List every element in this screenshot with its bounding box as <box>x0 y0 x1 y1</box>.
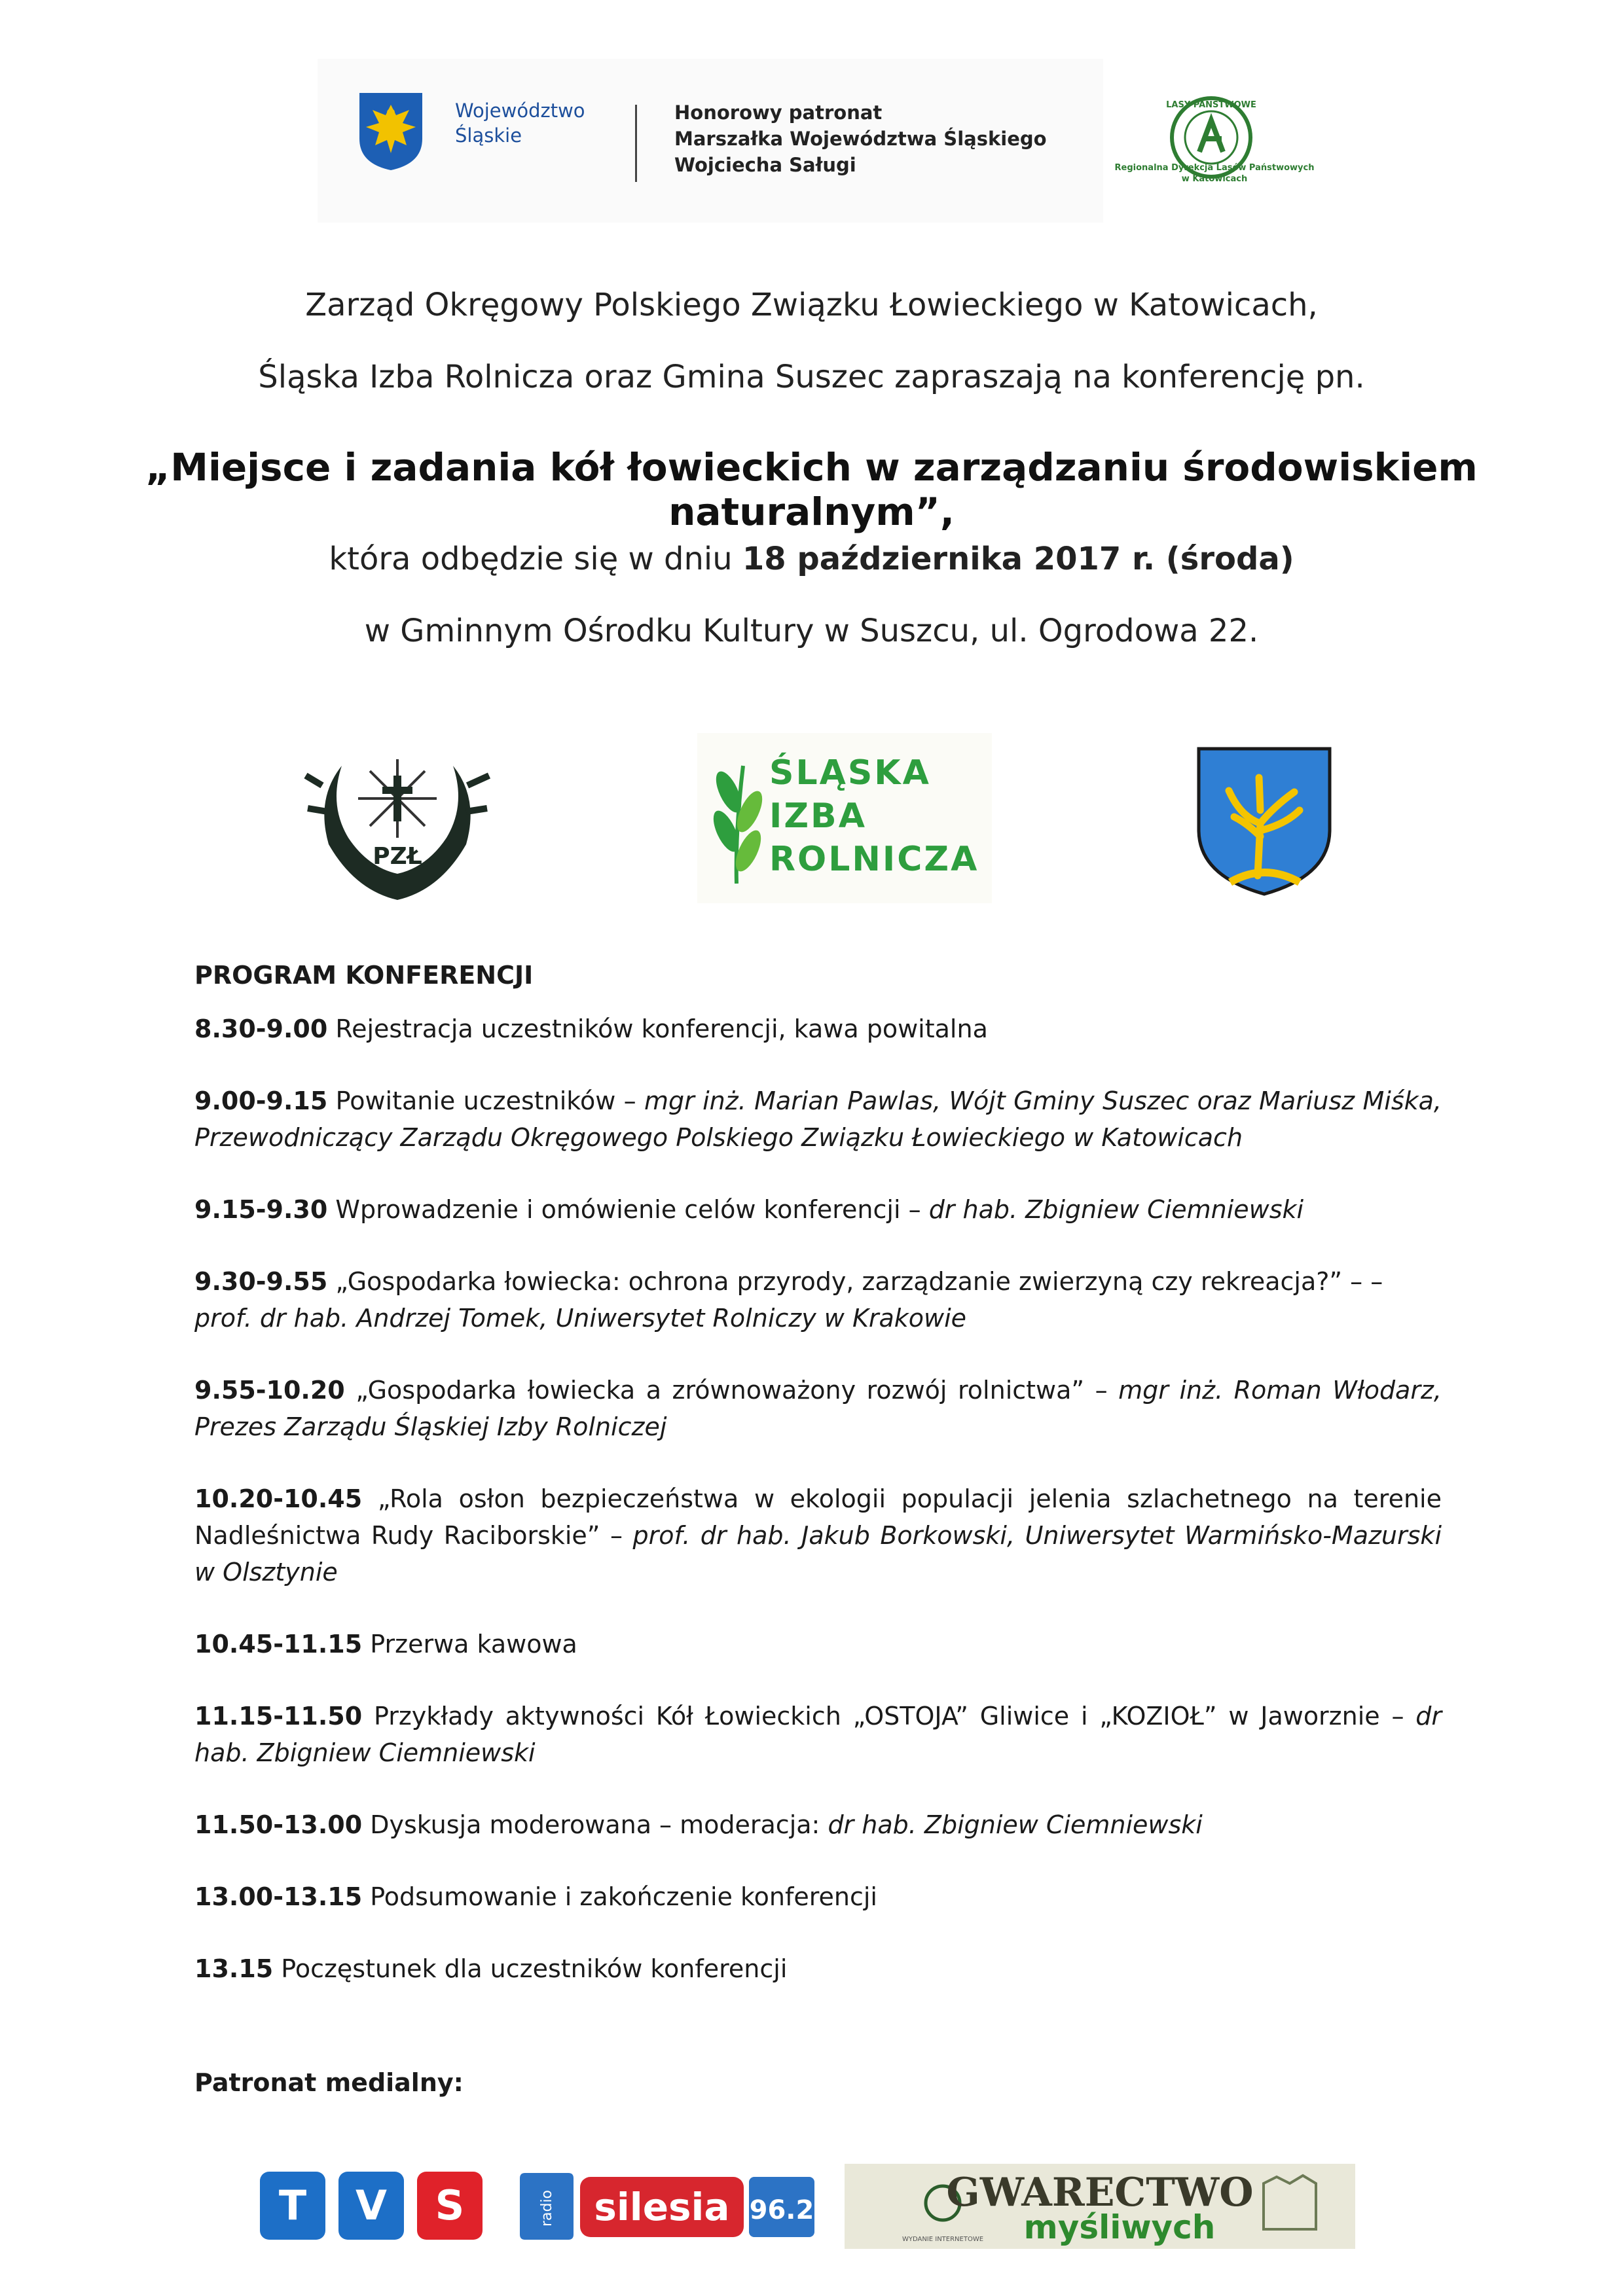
header-banner <box>318 59 1103 223</box>
voivodeship-name <box>455 98 612 148</box>
patronage-line-2: Marszałka Województwa Śląskiego <box>674 128 1047 150</box>
voivodeship-line-1: Województwo <box>455 99 585 122</box>
program-item <box>194 1263 1442 1336</box>
program-time: 10.45-11.15 <box>194 1630 363 1659</box>
sir-line-1: ŚLĄSKA <box>769 753 931 793</box>
program-speaker: prof. dr hab. Jakub Borkowski, Uniwersytet Warmińsko-Mazurski w Olsztynie <box>194 1521 1442 1587</box>
program-item <box>194 1878 1442 1915</box>
gwarectwo-mysliwych-logo <box>845 2164 1355 2249</box>
gw-tagline: WYDANIE INTERNETOWE <box>902 2236 984 2243</box>
program-speaker: mgr inż. Roman Włodarz, Prezes Zarządu Śląskiej Izby Rolniczej <box>194 1376 1442 1441</box>
wheat-icon <box>704 753 769 884</box>
tvs-logo <box>260 2172 483 2240</box>
program-item <box>194 1011 1442 1047</box>
program-text: Powitanie uczestników – <box>327 1086 644 1115</box>
program-speaker: dr hab. Zbigniew Ciemniewski <box>928 1195 1304 1224</box>
program-time: 11.15-11.50 <box>194 1702 363 1731</box>
program-text: Wprowadzenie i omówienie celów konferencji – <box>327 1195 929 1224</box>
program-time: 9.15-9.30 <box>194 1195 328 1224</box>
program-item <box>194 1191 1442 1228</box>
conference-date <box>0 541 1623 577</box>
radio-name: silesia <box>594 2185 730 2229</box>
pzl-logo-text: PZŁ <box>373 843 422 870</box>
program-item <box>194 1480 1442 1590</box>
date-value: 18 października 2017 r. (środa) <box>742 541 1294 577</box>
program-text: Przykłady aktywności Kół Łowieckich „OSTOJA” Gliwice i „KOZIOŁ” w Jaworznie – <box>362 1702 1416 1731</box>
program-text: „Gospodarka łowiecka a zrównoważony rozwój rolnictwa” – <box>344 1376 1119 1405</box>
intro-line-2: Śląska Izba Rolnicza oraz Gmina Suszec zapraszają na konferencję pn. <box>258 359 1365 395</box>
gw-title: GWARECTWO <box>946 2170 1254 2215</box>
tvs-letter: T <box>260 2172 325 2240</box>
program-speaker: dr hab. Zbigniew Ciemniewski <box>828 1810 1203 1839</box>
sir-logo-text <box>769 751 992 881</box>
voivodeship-line-2: Śląskie <box>455 124 522 147</box>
header-divider <box>635 105 637 182</box>
forest-directorate-caption <box>1106 162 1322 185</box>
sir-line-3: ROLNICZA <box>769 840 979 879</box>
program-heading: PROGRAM KONFERENCJI <box>194 961 534 990</box>
forest-caption-line-2: w Katowicach <box>1181 174 1248 184</box>
program-speaker: mgr inż. Marian Pawlas, Wójt Gminy Suszec oraz Mariusz Miśka, Przewodniczący Zarządu Okręgowego Polskiego Związku Łowieckiego w Katowicach <box>194 1086 1442 1152</box>
program-item <box>194 1626 1442 1662</box>
program-time: 9.55-10.20 <box>194 1376 345 1405</box>
program-text: Poczęstunek dla uczestników konferencji <box>273 1954 788 1983</box>
program-text: Przerwa kawowa <box>362 1630 577 1659</box>
program-item <box>194 1950 1442 1987</box>
program-text: „Gospodarka łowiecka: ochrona przyrody, zarządzanie zwierzyną czy rekreacja?” – – <box>327 1267 1383 1296</box>
media-patronage-heading: Patronat medialny: <box>194 2068 464 2097</box>
program-item <box>194 1372 1442 1445</box>
silesia-coat-of-arms-icon <box>357 90 425 171</box>
patronage-line-3: Wojciecha Saługi <box>674 154 856 176</box>
tvs-letter: S <box>417 2172 483 2240</box>
sir-line-2: IZBA <box>769 797 867 836</box>
program-item <box>194 1083 1442 1156</box>
radio-label: radio <box>539 2189 555 2227</box>
program-item <box>194 1698 1442 1771</box>
program-item <box>194 1806 1442 1843</box>
program-time: 10.20-10.45 <box>194 1484 363 1513</box>
program-text: „Rola osłon bezpieczeństwa w ekologii populacji jelenia szlachetnego na terenie Nadleśnictwa Rudy Raciborskie” – <box>194 1484 1442 1550</box>
conference-title: „Miejsce i zadania kół łowieckich w zarządzaniu środowiskiem naturalnym”, <box>145 445 1478 534</box>
conference-venue: w Gminnym Ośrodku Kultury w Suszcu, ul. Ogrodowa 22. <box>364 613 1259 649</box>
date-prefix: która odbędzie się w dniu <box>329 541 742 577</box>
lasy-logo-text: LASY PAŃSTWOWE <box>1166 100 1256 110</box>
conference-program <box>194 957 1442 2022</box>
program-text: Dyskusja moderowana – moderacja: <box>362 1810 828 1839</box>
program-speaker: dr hab. Zbigniew Ciemniewski <box>194 1702 1442 1767</box>
intro-line-1: Zarząd Okręgowy Polskiego Związku Łowieckiego w Katowicach, <box>305 287 1318 323</box>
program-time: 8.30-9.00 <box>194 1014 328 1043</box>
program-text: Rejestracja uczestników konferencji, kawa powitalna <box>327 1014 988 1043</box>
patronage-line-1: Honorowy patronat <box>674 101 883 124</box>
program-time: 9.00-9.15 <box>194 1086 328 1115</box>
program-time: 13.15 <box>194 1954 274 1983</box>
suszec-coat-of-arms-icon <box>1195 745 1334 897</box>
radio-silesia-logo <box>517 2170 818 2242</box>
program-time: 9.30-9.55 <box>194 1267 328 1296</box>
gw-subtitle: myśliwych <box>1023 2208 1216 2246</box>
program-text: Podsumowanie i zakończenie konferencji <box>362 1882 877 1911</box>
program-speaker: prof. dr hab. Andrzej Tomek, Uniwersytet Rolniczy w Krakowie <box>194 1304 967 1333</box>
program-time: 11.50-13.00 <box>194 1810 363 1839</box>
radio-frequency: 96.2 <box>749 2195 814 2225</box>
forest-caption-line-1: Regionalna Dyrekcja Lasów Państwowych <box>1114 163 1315 173</box>
honorary-patronage <box>674 99 1067 178</box>
pzl-logo-icon <box>302 740 492 916</box>
tvs-letter: V <box>338 2172 404 2240</box>
program-time: 13.00-13.15 <box>194 1882 363 1911</box>
